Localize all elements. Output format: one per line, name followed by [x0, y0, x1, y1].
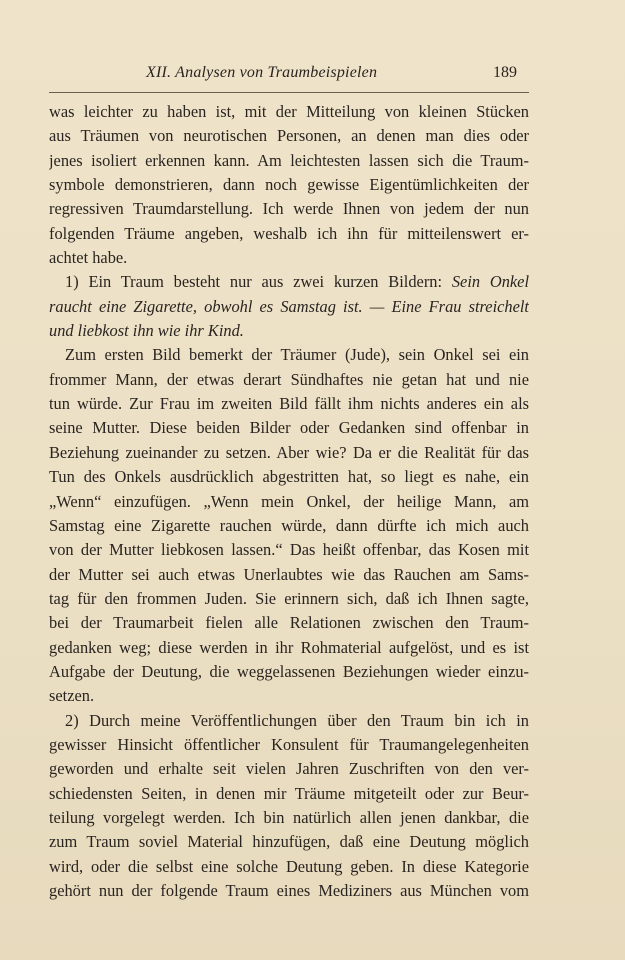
text-line: Tun des Onkels ausdrücklich abgestritten hat, so liegt es nahe, ein [49, 467, 529, 487]
text-line: wird, oder die selbst eine solche Deutung geben. In diese Kategorie [49, 856, 529, 876]
text-line: frommer Mann, der etwas derart Sündhaftes nie getan hat und nie [49, 369, 529, 389]
text-line: zum Traum soviel Material hinzufügen, daß eine Deutung möglich [49, 832, 529, 852]
text-line: setzen. [49, 686, 95, 706]
running-title: XII. Analysen von Traumbeispielen [146, 64, 378, 81]
text-segment: 1) Ein Traum besteht nur aus zwei kurzen Bildern: [65, 272, 452, 292]
page-number: 189 [493, 64, 517, 81]
text-line: 2) Durch meine Veröffentlichungen über den Traum bin ich in [65, 710, 529, 730]
text-line [49, 270, 529, 294]
text-line: gehört nun der folgende Traum eines Mediziners aus München vom [49, 881, 529, 900]
text-line: geworden und erhalte seit vielen Jahren Zuschriften von den ver- [49, 759, 529, 779]
running-head [0, 64, 625, 88]
header-rule [49, 92, 529, 93]
text-line: achtet habe. [49, 248, 128, 268]
text-line: tun würde. Zur Frau im zweiten Bild fällt ihm nichts anderes ein als [49, 394, 529, 414]
text-line: tag für den frommen Juden. Sie erinnern sich, daß ich Ihnen sagte, [49, 588, 529, 608]
text-line: teilung vorgelegt werden. Ich bin natürlich allen jenen dankbar, die [49, 807, 529, 827]
text-line: Beziehung zueinander zu setzen. Aber wie? Da er die Realität für das [49, 442, 529, 462]
text-line: aus Träumen von neurotischen Personen, an denen man dies oder [49, 126, 529, 146]
body-text [49, 100, 529, 903]
text-line: regressiven Traumdarstellung. Ich werde Ihnen von jedem der nun [49, 199, 529, 219]
italic-dream-text: Sein Onkel [451, 272, 529, 292]
text-line: schiedensten Seiten, in denen mir Träume mitgeteilt oder zur Beur- [49, 783, 529, 803]
text-line: „Wenn“ einzufügen. „Wenn mein Onkel, der heilige Mann, am [49, 491, 529, 511]
italic-dream-text: raucht eine Zigarette, obwohl es Samstag ist. — Eine Frau streichelt [49, 296, 529, 316]
text-line: Aufgabe der Deutung, die weggelassenen Beziehungen wieder einzu- [49, 661, 529, 681]
text-line: jenes isoliert erkennen kann. Am leichtesten lassen sich die Traum- [49, 150, 529, 170]
text-line: Zum ersten Bild bemerkt der Träumer (Jude), sein Onkel sei ein [65, 345, 529, 365]
text-line: der Mutter sei auch etwas Unerlaubtes wie das Rauchen am Sams- [49, 564, 529, 584]
text-line: folgenden Träume angeben, weshalb ich ihn für mitteilenswert er- [49, 223, 529, 243]
text-line: symbole demonstrieren, dann noch gewisse Eigentümlichkeiten der [49, 175, 529, 195]
text-line: seine Mutter. Diese beiden Bilder oder Gedanken sind offenbar in [49, 418, 529, 438]
text-line: Samstag eine Zigarette rauchen würde, dann dürfte ich mich auch [49, 515, 529, 535]
text-line: was leichter zu haben ist, mit der Mitteilung von kleinen Stücken [49, 102, 529, 121]
text-line: von der Mutter liebkosen lassen.“ Das heißt offenbar, das Kosen mit [49, 540, 529, 560]
text-line: gewisser Hinsicht öffentlicher Konsulent für Traumangelegenheiten [49, 734, 529, 754]
italic-dream-text: und liebkost ihn wie ihr Kind. [49, 321, 244, 341]
text-line: bei der Traumarbeit fielen alle Relationen zwischen den Traum- [49, 613, 529, 633]
text-line: gedanken weg; diese werden in ihr Rohmaterial aufgelöst, und es ist [49, 637, 529, 657]
